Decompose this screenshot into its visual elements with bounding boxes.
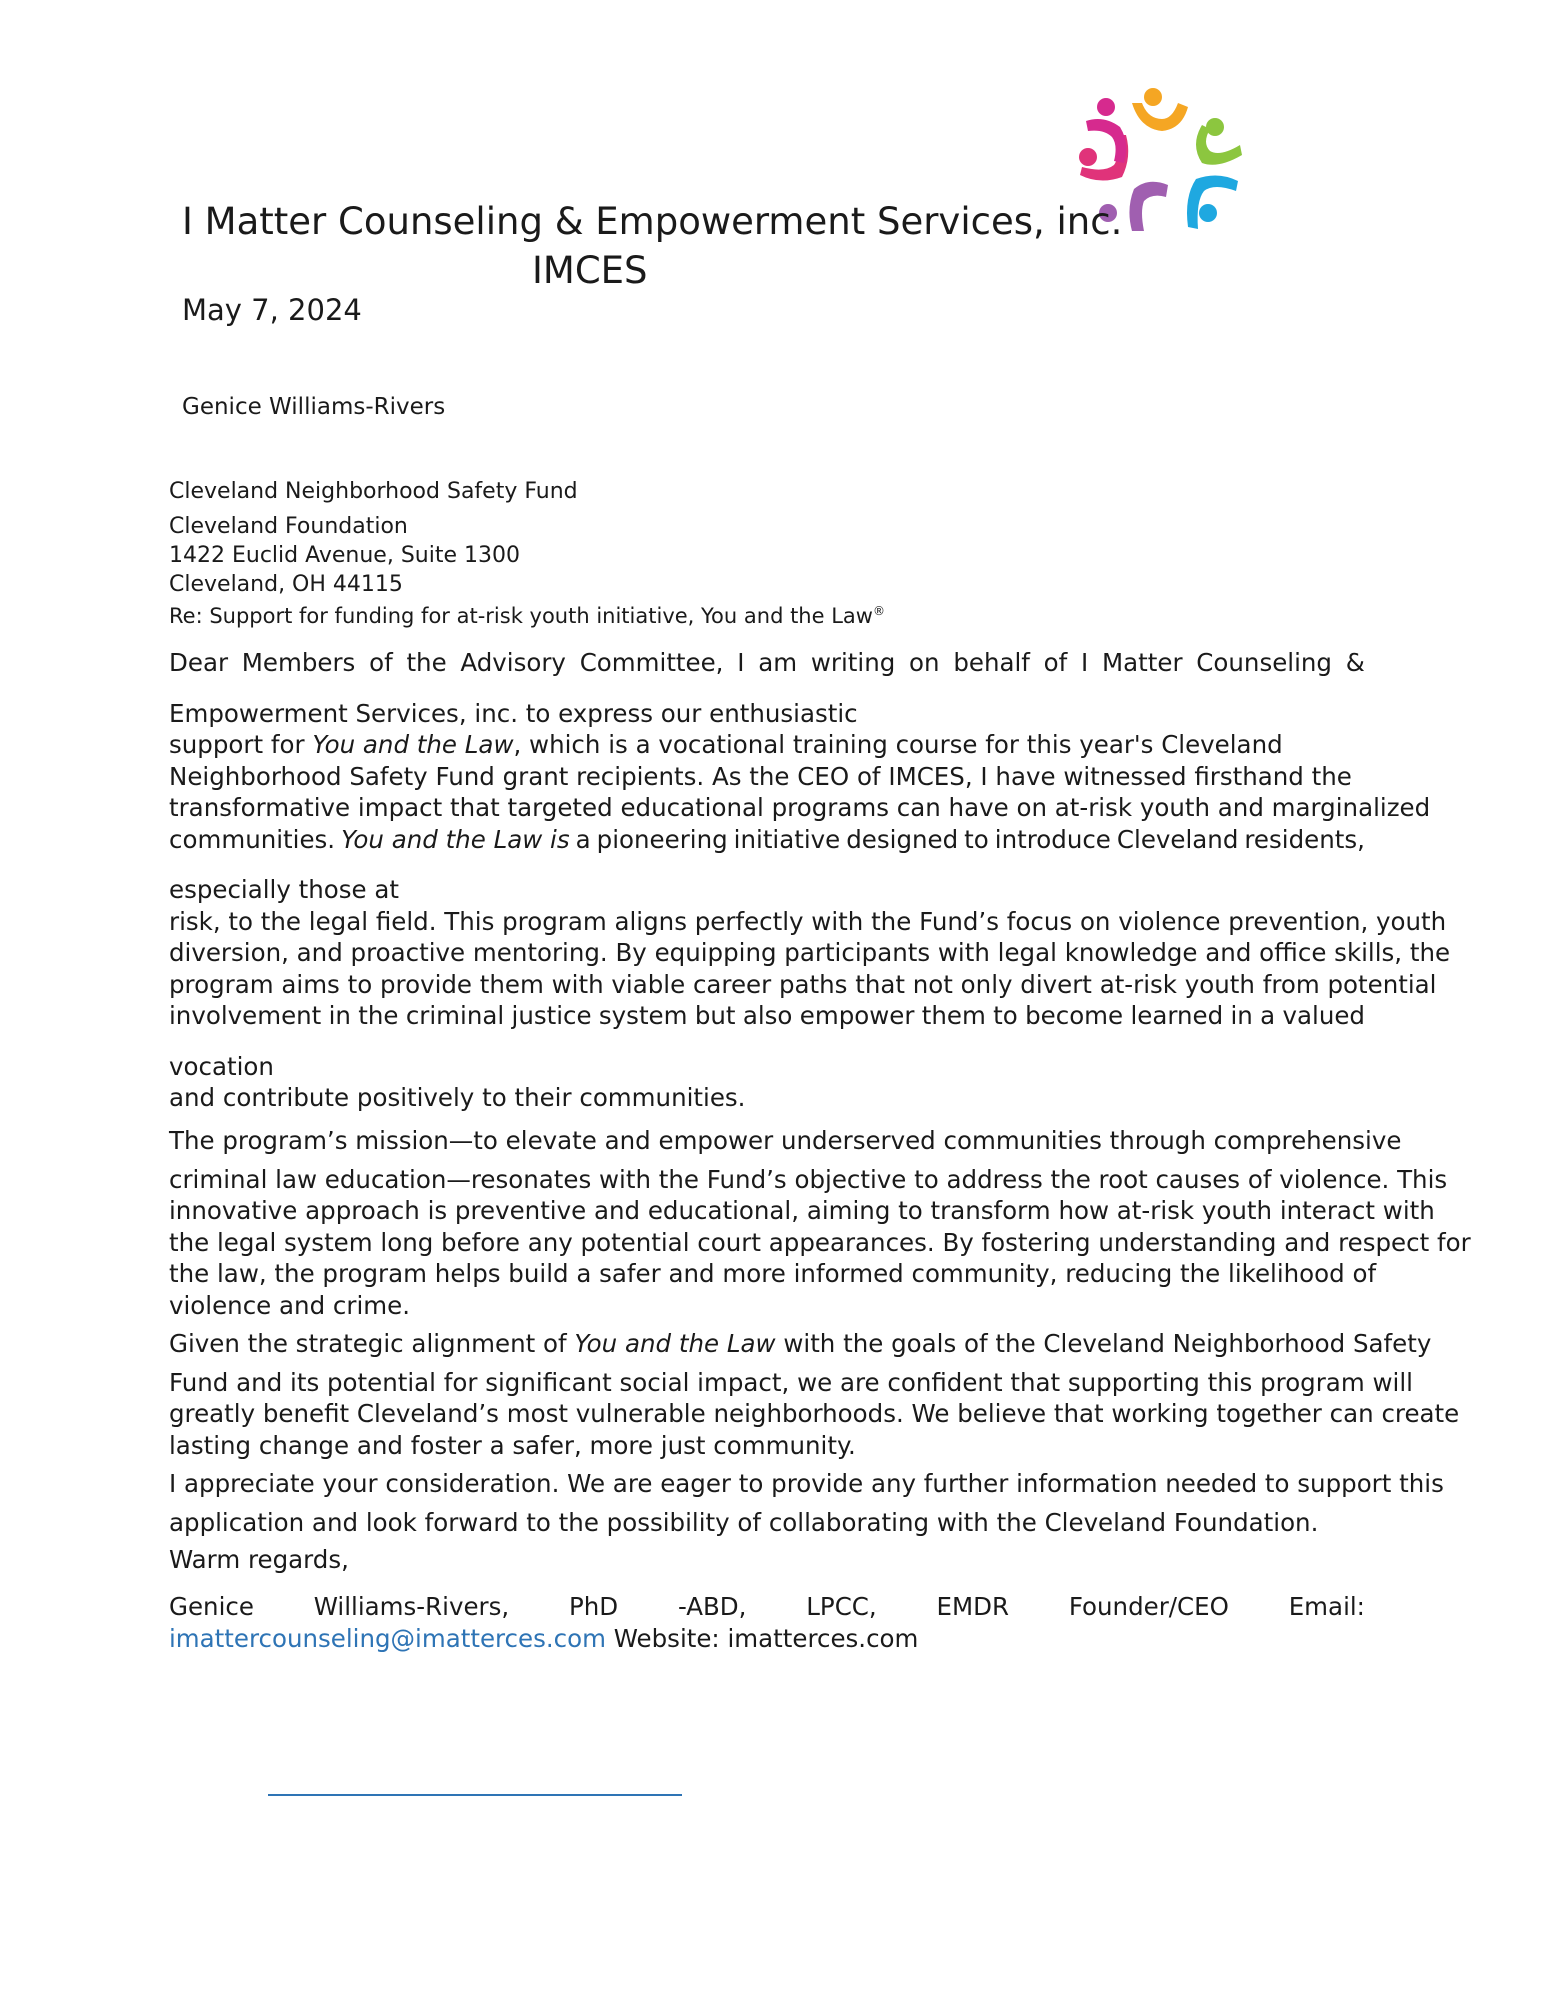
justified-line: communities. You and the Law is a pioneering initiative designed to introduce Cleveland residents, [169, 824, 1365, 854]
text-line: especially those at [169, 875, 400, 904]
signature-divider [268, 1794, 682, 1796]
recipient-line-4: Cleveland, OH 44115 [169, 572, 403, 597]
sender-name: Genice Williams-Rivers [182, 394, 446, 420]
closing-salutation: Warm regards, [169, 1545, 349, 1574]
letter-date: May 7, 2024 [182, 293, 362, 327]
subject-line [169, 604, 885, 628]
text-line: greatly benefit Cleveland’s most vulnerable neighborhoods. We believe that working together can create [169, 1399, 1460, 1428]
logo-figure-orange [1132, 88, 1188, 131]
text-line: support for You and the Law, which is a vocational training course for this year's Cleveland [169, 730, 1283, 759]
text-line: criminal law education—resonates with the Fund’s objective to address the root causes of violence. This [169, 1164, 1448, 1194]
text-line: program aims to provide them with viable career paths that not only divert at-risk youth from potential [169, 969, 1437, 999]
logo-figure-green [1196, 118, 1242, 165]
recipient-line-2: Cleveland Foundation [169, 514, 408, 539]
recipient-line-3: 1422 Euclid Avenue, Suite 1300 [169, 543, 520, 568]
text-line: diversion, and proactive mentoring. By equipping participants with legal knowledge and office skills, the [169, 938, 1451, 967]
text-line: Fund and its potential for significant social impact, we are confident that supporting this program will [169, 1367, 1413, 1397]
organization-abbreviation: IMCES [532, 249, 648, 292]
subject-text: Re: Support for funding for at-risk youth initiative, You and the Law [169, 604, 873, 628]
paragraph-1 [169, 647, 1451, 1114]
text-line: application and look forward to the possibility of collaborating with the Cleveland Foundation. [169, 1507, 1319, 1537]
text-line: risk, to the legal field. This program aligns perfectly with the Fund’s focus on violence prevention, youth [169, 906, 1447, 936]
logo-figure-blue [1187, 175, 1238, 229]
contact-line [169, 1623, 1365, 1655]
email-link[interactable]: imattercounseling@imatterces.com [169, 1623, 606, 1653]
text-line: violence and crime. [169, 1290, 410, 1320]
text-line: the law, the program helps build a safer and more informed community, reducing the likelihood of [169, 1259, 1377, 1288]
paragraph-4 [169, 1468, 1444, 1538]
paragraph-3 [169, 1328, 1460, 1461]
text-line: I appreciate your consideration. We are eager to provide any further information needed to support this [169, 1469, 1444, 1498]
text-line: and contribute positively to their communities. [169, 1083, 746, 1112]
text-line: Given the strategic alignment of You and the Law with the goals of the Cleveland Neighborhood Safety [169, 1329, 1432, 1358]
text-line: lasting change and foster a safer, more just community. [169, 1430, 856, 1460]
website-text: Website: imatterces.com [605, 1623, 919, 1653]
registered-mark: ® [872, 604, 885, 618]
program-title: You and the Law is [341, 824, 570, 854]
text-line: The program’s mission—to elevate and empower underserved communities through comprehensive [169, 1126, 1402, 1155]
paragraph-2 [169, 1125, 1471, 1321]
program-title: You and the Law [312, 730, 514, 759]
text-line: innovative approach is preventive and educational, aiming to transform how at-risk youth interact with [169, 1196, 1435, 1225]
text-line: vocation [169, 1051, 274, 1081]
program-title: You and the Law [574, 1329, 776, 1358]
text-line: Empowerment Services, inc. to express our enthusiastic [169, 698, 858, 728]
recipient-line-1: Cleveland Neighborhood Safety Fund [169, 479, 578, 504]
signature-block [169, 1591, 1365, 1654]
text-line: the legal system long before any potential court appearances. By fostering understanding and respect for [169, 1227, 1471, 1257]
recipient-address [169, 477, 578, 599]
justified-line: Genice Williams-Rivers, PhD -ABD, LPCC, EMDR Founder/CEO Email: [169, 1592, 1365, 1621]
justified-line: involvement in the criminal justice system but also empower them to become learned in a valued [169, 1001, 1365, 1030]
justified-line: Dear Members of the Advisory Committee, I am writing on behalf of I Matter Counseling & [169, 648, 1365, 677]
text-line: Neighborhood Safety Fund grant recipients. As the CEO of IMCES, I have witnessed firsthand the [169, 761, 1352, 791]
organization-name: I Matter Counseling & Empowerment Services, inc. [182, 200, 1123, 243]
text-line: transformative impact that targeted educational programs can have on at-risk youth and marginalized [169, 793, 1431, 822]
